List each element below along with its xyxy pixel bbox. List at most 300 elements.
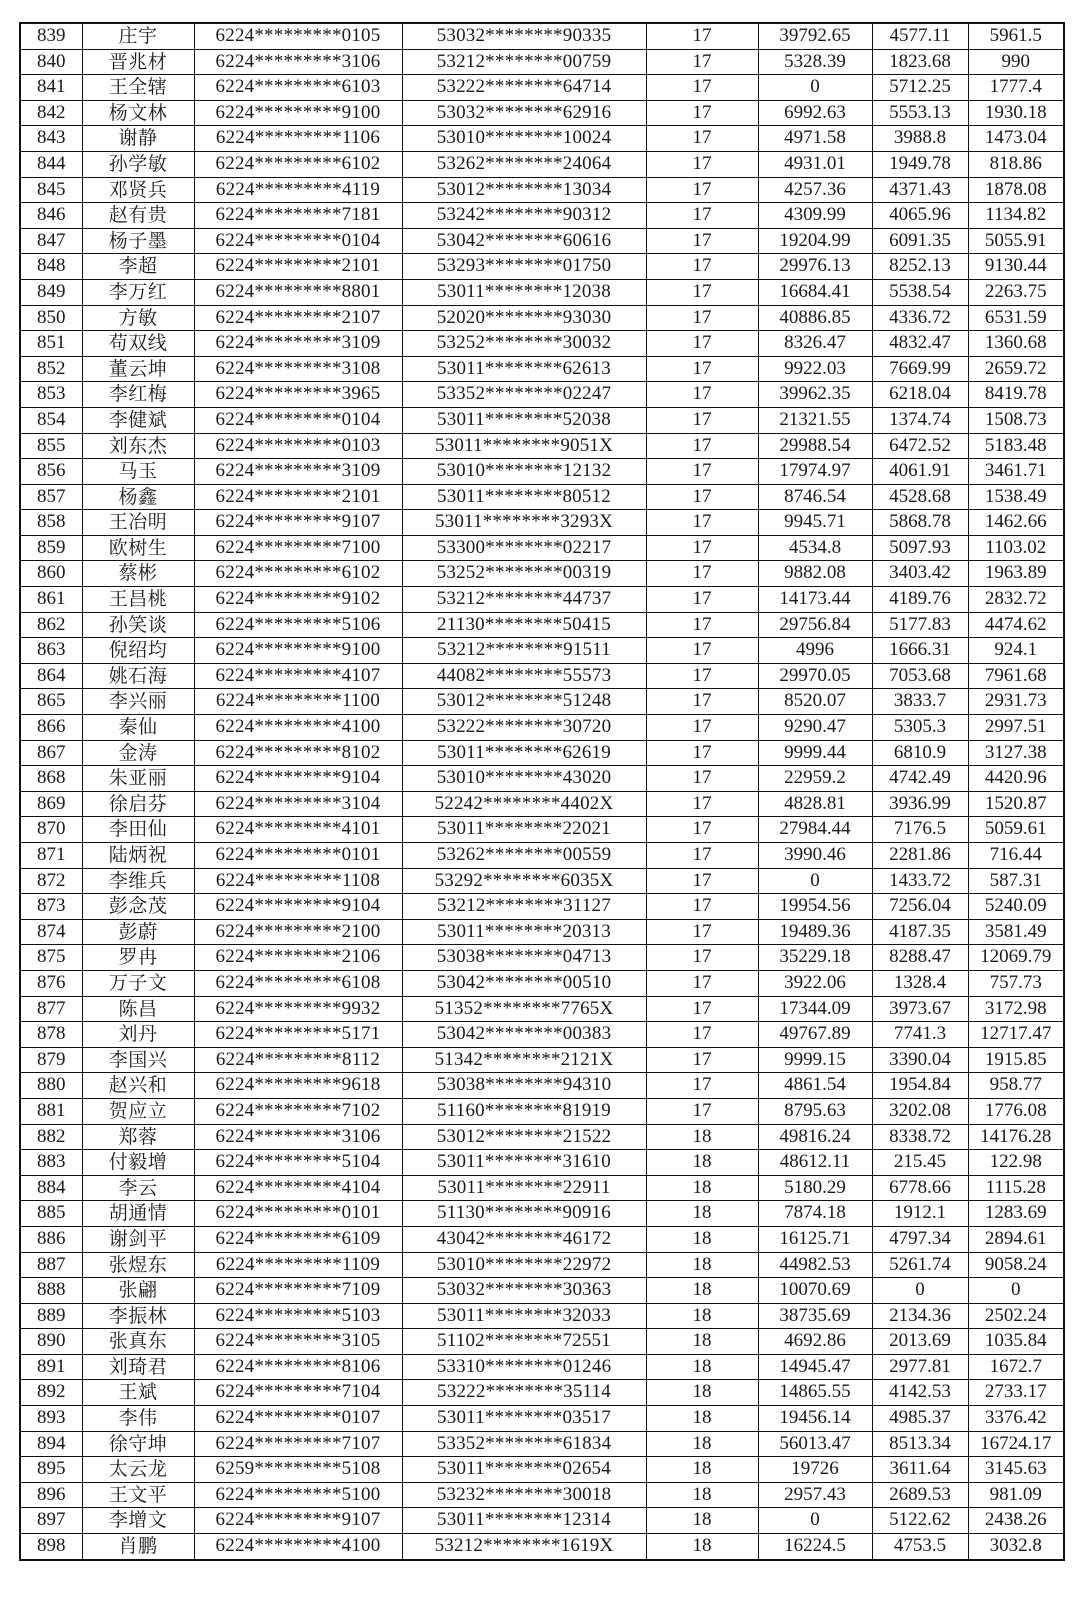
cell-person-name: 李红梅: [82, 382, 194, 408]
cell-sequence-number: 872: [20, 868, 82, 894]
cell-person-name: 孙笑谈: [82, 612, 194, 638]
cell-person-name: 赵兴和: [82, 1073, 194, 1099]
cell-amount-3: 2659.72: [968, 356, 1064, 382]
cell-amount-3: 2997.51: [968, 715, 1064, 741]
table-row: [20, 177, 1064, 203]
cell-bank-card-number-masked: 6224*********2107: [194, 305, 402, 331]
cell-bank-card-number-masked: 6224*********0103: [194, 433, 402, 459]
cell-amount-3: 6531.59: [968, 305, 1064, 331]
table-row: [20, 1508, 1064, 1534]
cell-amount-3: 1508.73: [968, 407, 1064, 433]
cell-person-name: 王冶明: [82, 510, 194, 536]
cell-count: 18: [646, 1150, 758, 1176]
cell-count: 18: [646, 1354, 758, 1380]
cell-person-name: 李超: [82, 254, 194, 280]
cell-amount-2: 7053.68: [872, 663, 968, 689]
cell-bank-card-number-masked: 6224*********0101: [194, 1201, 402, 1227]
cell-amount-3: 757.73: [968, 970, 1064, 996]
cell-amount-2: 6218.04: [872, 382, 968, 408]
cell-amount-3: 1963.89: [968, 561, 1064, 587]
cell-bank-card-number-masked: 6224*********3105: [194, 1329, 402, 1355]
cell-sequence-number: 844: [20, 151, 82, 177]
cell-amount-1: 29976.13: [758, 254, 872, 280]
cell-bank-card-number-masked: 6224*********9100: [194, 638, 402, 664]
cell-bank-card-number-masked: 6224*********6102: [194, 561, 402, 587]
cell-id-card-number-masked: 53011********31610: [402, 1150, 646, 1176]
cell-bank-card-number-masked: 6224*********4104: [194, 1175, 402, 1201]
table-row: [20, 1329, 1064, 1355]
table-row: [20, 715, 1064, 741]
cell-sequence-number: 851: [20, 331, 82, 357]
table-row: [20, 663, 1064, 689]
cell-id-card-number-masked: 52020********93030: [402, 305, 646, 331]
cell-count: 18: [646, 1278, 758, 1304]
cell-person-name: 王全辖: [82, 75, 194, 101]
cell-person-name: 陈昌: [82, 996, 194, 1022]
cell-amount-2: 5097.93: [872, 535, 968, 561]
cell-person-name: 方敏: [82, 305, 194, 331]
cell-id-card-number-masked: 53300********02217: [402, 535, 646, 561]
cell-amount-3: 2438.26: [968, 1508, 1064, 1534]
cell-bank-card-number-masked: 6224*********0105: [194, 23, 402, 49]
cell-amount-1: 44982.53: [758, 1252, 872, 1278]
cell-count: 17: [646, 407, 758, 433]
cell-amount-1: 16684.41: [758, 279, 872, 305]
cell-person-name: 太云龙: [82, 1457, 194, 1483]
cell-amount-1: 2957.43: [758, 1482, 872, 1508]
cell-amount-1: 48612.11: [758, 1150, 872, 1176]
cell-amount-1: 9945.71: [758, 510, 872, 536]
cell-person-name: 陆炳祝: [82, 843, 194, 869]
cell-amount-3: 5059.61: [968, 817, 1064, 843]
cell-count: 17: [646, 510, 758, 536]
cell-amount-2: 3403.42: [872, 561, 968, 587]
cell-id-card-number-masked: 53310********01246: [402, 1354, 646, 1380]
cell-person-name: 贺应立: [82, 1098, 194, 1124]
cell-amount-2: 1949.78: [872, 151, 968, 177]
cell-id-card-number-masked: 53011********22911: [402, 1175, 646, 1201]
table-row: [20, 151, 1064, 177]
cell-amount-3: 12069.79: [968, 945, 1064, 971]
cell-amount-2: 4742.49: [872, 766, 968, 792]
cell-amount-2: 5261.74: [872, 1252, 968, 1278]
cell-amount-3: 5183.48: [968, 433, 1064, 459]
cell-amount-1: 35229.18: [758, 945, 872, 971]
cell-amount-3: 3376.42: [968, 1406, 1064, 1432]
cell-amount-3: 2931.73: [968, 689, 1064, 715]
cell-sequence-number: 884: [20, 1175, 82, 1201]
cell-count: 18: [646, 1226, 758, 1252]
cell-amount-1: 7874.18: [758, 1201, 872, 1227]
cell-amount-1: 0: [758, 868, 872, 894]
cell-sequence-number: 875: [20, 945, 82, 971]
cell-id-card-number-masked: 53012********21522: [402, 1124, 646, 1150]
cell-amount-2: 1433.72: [872, 868, 968, 894]
cell-amount-2: 4187.35: [872, 919, 968, 945]
cell-person-name: 马玉: [82, 459, 194, 485]
cell-count: 17: [646, 689, 758, 715]
cell-bank-card-number-masked: 6224*********9107: [194, 1508, 402, 1534]
cell-id-card-number-masked: 44082********55573: [402, 663, 646, 689]
cell-count: 17: [646, 279, 758, 305]
table-row: [20, 740, 1064, 766]
table-row: [20, 203, 1064, 229]
cell-bank-card-number-masked: 6224*********4100: [194, 715, 402, 741]
table-row: [20, 868, 1064, 894]
cell-count: 17: [646, 254, 758, 280]
cell-count: 17: [646, 766, 758, 792]
cell-amount-2: 4528.68: [872, 484, 968, 510]
cell-person-name: 董云坤: [82, 356, 194, 382]
cell-person-name: 李健斌: [82, 407, 194, 433]
cell-amount-3: 958.77: [968, 1073, 1064, 1099]
table-row: [20, 535, 1064, 561]
cell-amount-3: 0: [968, 1278, 1064, 1304]
cell-bank-card-number-masked: 6224*********9104: [194, 766, 402, 792]
cell-person-name: 杨鑫: [82, 484, 194, 510]
cell-amount-1: 27984.44: [758, 817, 872, 843]
cell-id-card-number-masked: 53212********00759: [402, 49, 646, 75]
cell-count: 18: [646, 1406, 758, 1432]
table-row: [20, 100, 1064, 126]
cell-amount-2: 2013.69: [872, 1329, 968, 1355]
cell-id-card-number-masked: 53011********62613: [402, 356, 646, 382]
cell-person-name: 付毅增: [82, 1150, 194, 1176]
cell-bank-card-number-masked: 6224*********1100: [194, 689, 402, 715]
cell-amount-1: 16224.5: [758, 1534, 872, 1560]
cell-id-card-number-masked: 53042********00383: [402, 1022, 646, 1048]
cell-amount-3: 2832.72: [968, 587, 1064, 613]
cell-amount-1: 3922.06: [758, 970, 872, 996]
cell-bank-card-number-masked: 6224*********3965: [194, 382, 402, 408]
cell-amount-1: 0: [758, 75, 872, 101]
cell-bank-card-number-masked: 6224*********9618: [194, 1073, 402, 1099]
cell-bank-card-number-masked: 6224*********9932: [194, 996, 402, 1022]
cell-sequence-number: 846: [20, 203, 82, 229]
cell-count: 17: [646, 894, 758, 920]
cell-bank-card-number-masked: 6224*********7181: [194, 203, 402, 229]
table-row: [20, 254, 1064, 280]
cell-amount-1: 22959.2: [758, 766, 872, 792]
table-row: [20, 356, 1064, 382]
cell-amount-1: 19204.99: [758, 228, 872, 254]
cell-amount-3: 3461.71: [968, 459, 1064, 485]
table-row: [20, 49, 1064, 75]
table-row: [20, 1226, 1064, 1252]
cell-amount-2: 4577.11: [872, 23, 968, 49]
cell-sequence-number: 881: [20, 1098, 82, 1124]
cell-amount-3: 3581.49: [968, 919, 1064, 945]
cell-amount-3: 3145.63: [968, 1457, 1064, 1483]
cell-person-name: 孙学敏: [82, 151, 194, 177]
cell-amount-1: 8520.07: [758, 689, 872, 715]
table-row: [20, 970, 1064, 996]
cell-count: 17: [646, 305, 758, 331]
table-row: [20, 1252, 1064, 1278]
table-sheet: [19, 22, 1063, 1561]
cell-count: 18: [646, 1124, 758, 1150]
cell-amount-1: 9290.47: [758, 715, 872, 741]
cell-amount-1: 49767.89: [758, 1022, 872, 1048]
cell-person-name: 张真东: [82, 1329, 194, 1355]
cell-amount-2: 4065.96: [872, 203, 968, 229]
cell-amount-3: 1878.08: [968, 177, 1064, 203]
table-row: [20, 1354, 1064, 1380]
cell-amount-2: 215.45: [872, 1150, 968, 1176]
cell-id-card-number-masked: 53042********60616: [402, 228, 646, 254]
cell-amount-3: 1473.04: [968, 126, 1064, 152]
cell-sequence-number: 855: [20, 433, 82, 459]
cell-person-name: 王斌: [82, 1380, 194, 1406]
cell-bank-card-number-masked: 6224*********3104: [194, 791, 402, 817]
cell-amount-3: 3032.8: [968, 1534, 1064, 1560]
cell-amount-2: 4142.53: [872, 1380, 968, 1406]
cell-amount-2: 5122.62: [872, 1508, 968, 1534]
table-row: [20, 894, 1064, 920]
cell-amount-3: 1672.7: [968, 1354, 1064, 1380]
cell-count: 17: [646, 23, 758, 49]
cell-id-card-number-masked: 53252********00319: [402, 561, 646, 587]
cell-amount-3: 2502.24: [968, 1303, 1064, 1329]
table-row: [20, 1457, 1064, 1483]
cell-bank-card-number-masked: 6224*********3106: [194, 49, 402, 75]
table-row: [20, 1022, 1064, 1048]
cell-bank-card-number-masked: 6224*********3109: [194, 331, 402, 357]
cell-bank-card-number-masked: 6259*********5108: [194, 1457, 402, 1483]
cell-id-card-number-masked: 53222********64714: [402, 75, 646, 101]
cell-bank-card-number-masked: 6224*********9102: [194, 587, 402, 613]
cell-bank-card-number-masked: 6224*********3106: [194, 1124, 402, 1150]
cell-count: 18: [646, 1457, 758, 1483]
cell-person-name: 李云: [82, 1175, 194, 1201]
cell-amount-1: 8326.47: [758, 331, 872, 357]
cell-amount-1: 4971.58: [758, 126, 872, 152]
cell-sequence-number: 866: [20, 715, 82, 741]
cell-amount-3: 1103.02: [968, 535, 1064, 561]
cell-amount-2: 2134.36: [872, 1303, 968, 1329]
cell-count: 17: [646, 715, 758, 741]
cell-count: 18: [646, 1534, 758, 1560]
table-row: [20, 1124, 1064, 1150]
cell-id-card-number-masked: 53352********61834: [402, 1431, 646, 1457]
cell-bank-card-number-masked: 6224*********1109: [194, 1252, 402, 1278]
cell-amount-2: 3936.99: [872, 791, 968, 817]
cell-amount-1: 29756.84: [758, 612, 872, 638]
cell-person-name: 倪绍均: [82, 638, 194, 664]
table-row: [20, 1431, 1064, 1457]
cell-amount-2: 0: [872, 1278, 968, 1304]
cell-sequence-number: 890: [20, 1329, 82, 1355]
cell-amount-2: 1374.74: [872, 407, 968, 433]
cell-amount-3: 1538.49: [968, 484, 1064, 510]
cell-amount-1: 19489.36: [758, 919, 872, 945]
cell-id-card-number-masked: 53012********13034: [402, 177, 646, 203]
cell-count: 17: [646, 203, 758, 229]
cell-person-name: 李兴丽: [82, 689, 194, 715]
cell-count: 17: [646, 1098, 758, 1124]
cell-amount-1: 19726: [758, 1457, 872, 1483]
cell-amount-3: 2894.61: [968, 1226, 1064, 1252]
table-row: [20, 75, 1064, 101]
cell-count: 17: [646, 459, 758, 485]
cell-amount-2: 3390.04: [872, 1047, 968, 1073]
cell-amount-3: 122.98: [968, 1150, 1064, 1176]
cell-person-name: 张煜东: [82, 1252, 194, 1278]
cell-amount-3: 12717.47: [968, 1022, 1064, 1048]
cell-amount-3: 4474.62: [968, 612, 1064, 638]
cell-amount-2: 2281.86: [872, 843, 968, 869]
table-row: [20, 945, 1064, 971]
data-table: [19, 22, 1065, 1561]
table-row: [20, 919, 1064, 945]
cell-count: 17: [646, 996, 758, 1022]
cell-bank-card-number-masked: 6224*********4100: [194, 1534, 402, 1560]
cell-amount-1: 39792.65: [758, 23, 872, 49]
cell-id-card-number-masked: 53212********31127: [402, 894, 646, 920]
cell-amount-1: 17344.09: [758, 996, 872, 1022]
cell-sequence-number: 886: [20, 1226, 82, 1252]
cell-amount-1: 9999.44: [758, 740, 872, 766]
cell-count: 17: [646, 49, 758, 75]
cell-amount-1: 3990.46: [758, 843, 872, 869]
cell-count: 17: [646, 382, 758, 408]
cell-amount-3: 1134.82: [968, 203, 1064, 229]
cell-amount-3: 1035.84: [968, 1329, 1064, 1355]
cell-bank-card-number-masked: 6224*********6109: [194, 1226, 402, 1252]
cell-sequence-number: 878: [20, 1022, 82, 1048]
table-row: [20, 382, 1064, 408]
cell-amount-1: 10070.69: [758, 1278, 872, 1304]
cell-id-card-number-masked: 53262********00559: [402, 843, 646, 869]
cell-amount-3: 7961.68: [968, 663, 1064, 689]
cell-amount-2: 8288.47: [872, 945, 968, 971]
cell-bank-card-number-masked: 6224*********7100: [194, 535, 402, 561]
cell-sequence-number: 879: [20, 1047, 82, 1073]
cell-sequence-number: 894: [20, 1431, 82, 1457]
cell-person-name: 李万红: [82, 279, 194, 305]
table-row: [20, 228, 1064, 254]
cell-sequence-number: 893: [20, 1406, 82, 1432]
cell-bank-card-number-masked: 6224*********8106: [194, 1354, 402, 1380]
cell-sequence-number: 877: [20, 996, 82, 1022]
table-row: [20, 279, 1064, 305]
cell-amount-3: 1776.08: [968, 1098, 1064, 1124]
cell-id-card-number-masked: 53010********10024: [402, 126, 646, 152]
cell-person-name: 朱亚丽: [82, 766, 194, 792]
cell-amount-2: 4189.76: [872, 587, 968, 613]
cell-count: 17: [646, 945, 758, 971]
table-row: [20, 1150, 1064, 1176]
cell-person-name: 谢剑平: [82, 1226, 194, 1252]
cell-amount-3: 1915.85: [968, 1047, 1064, 1073]
cell-sequence-number: 887: [20, 1252, 82, 1278]
cell-sequence-number: 896: [20, 1482, 82, 1508]
cell-bank-card-number-masked: 6224*********8102: [194, 740, 402, 766]
cell-id-card-number-masked: 53032********90335: [402, 23, 646, 49]
cell-count: 18: [646, 1252, 758, 1278]
cell-amount-2: 6778.66: [872, 1175, 968, 1201]
table-row: [20, 1534, 1064, 1560]
cell-amount-2: 8513.34: [872, 1431, 968, 1457]
cell-amount-2: 5868.78: [872, 510, 968, 536]
cell-amount-2: 2977.81: [872, 1354, 968, 1380]
cell-sequence-number: 854: [20, 407, 82, 433]
cell-amount-2: 5712.25: [872, 75, 968, 101]
cell-person-name: 彭念茂: [82, 894, 194, 920]
cell-amount-1: 9999.15: [758, 1047, 872, 1073]
cell-id-card-number-masked: 51102********72551: [402, 1329, 646, 1355]
cell-person-name: 刘丹: [82, 1022, 194, 1048]
cell-bank-card-number-masked: 6224*********8801: [194, 279, 402, 305]
cell-id-card-number-masked: 53011********12038: [402, 279, 646, 305]
cell-sequence-number: 845: [20, 177, 82, 203]
cell-sequence-number: 850: [20, 305, 82, 331]
cell-amount-1: 19954.56: [758, 894, 872, 920]
cell-person-name: 邓贤兵: [82, 177, 194, 203]
cell-amount-2: 3973.67: [872, 996, 968, 1022]
table-row: [20, 1047, 1064, 1073]
cell-sequence-number: 859: [20, 535, 82, 561]
cell-id-card-number-masked: 53011********3293X: [402, 510, 646, 536]
cell-count: 18: [646, 1329, 758, 1355]
cell-id-card-number-masked: 53011********62619: [402, 740, 646, 766]
cell-count: 17: [646, 433, 758, 459]
cell-bank-card-number-masked: 6224*********9100: [194, 100, 402, 126]
cell-sequence-number: 895: [20, 1457, 82, 1483]
cell-person-name: 万子文: [82, 970, 194, 996]
cell-id-card-number-masked: 53222********35114: [402, 1380, 646, 1406]
cell-bank-card-number-masked: 6224*********4107: [194, 663, 402, 689]
cell-person-name: 李维兵: [82, 868, 194, 894]
table-row: [20, 331, 1064, 357]
cell-amount-1: 8746.54: [758, 484, 872, 510]
cell-amount-3: 1283.69: [968, 1201, 1064, 1227]
cell-person-name: 李增文: [82, 1508, 194, 1534]
cell-person-name: 秦仙: [82, 715, 194, 741]
table-row: [20, 996, 1064, 1022]
cell-amount-1: 5180.29: [758, 1175, 872, 1201]
cell-bank-card-number-masked: 6224*********5106: [194, 612, 402, 638]
cell-bank-card-number-masked: 6224*********9107: [194, 510, 402, 536]
cell-id-card-number-masked: 53032********30363: [402, 1278, 646, 1304]
cell-amount-3: 2263.75: [968, 279, 1064, 305]
cell-amount-3: 9130.44: [968, 254, 1064, 280]
cell-id-card-number-masked: 53011********12314: [402, 1508, 646, 1534]
table-row: [20, 561, 1064, 587]
cell-person-name: 彭蔚: [82, 919, 194, 945]
cell-person-name: 肖鹏: [82, 1534, 194, 1560]
cell-amount-2: 5553.13: [872, 100, 968, 126]
cell-amount-1: 8795.63: [758, 1098, 872, 1124]
table-row: [20, 433, 1064, 459]
cell-amount-2: 6091.35: [872, 228, 968, 254]
cell-amount-1: 6992.63: [758, 100, 872, 126]
cell-id-card-number-masked: 51352********7765X: [402, 996, 646, 1022]
cell-count: 17: [646, 587, 758, 613]
cell-person-name: 李国兴: [82, 1047, 194, 1073]
cell-sequence-number: 885: [20, 1201, 82, 1227]
cell-sequence-number: 853: [20, 382, 82, 408]
cell-amount-1: 4309.99: [758, 203, 872, 229]
cell-amount-1: 4257.36: [758, 177, 872, 203]
cell-count: 18: [646, 1380, 758, 1406]
cell-id-card-number-masked: 53222********30720: [402, 715, 646, 741]
cell-amount-3: 4420.96: [968, 766, 1064, 792]
cell-sequence-number: 840: [20, 49, 82, 75]
cell-person-name: 王文平: [82, 1482, 194, 1508]
cell-amount-1: 14173.44: [758, 587, 872, 613]
cell-amount-1: 29970.05: [758, 663, 872, 689]
